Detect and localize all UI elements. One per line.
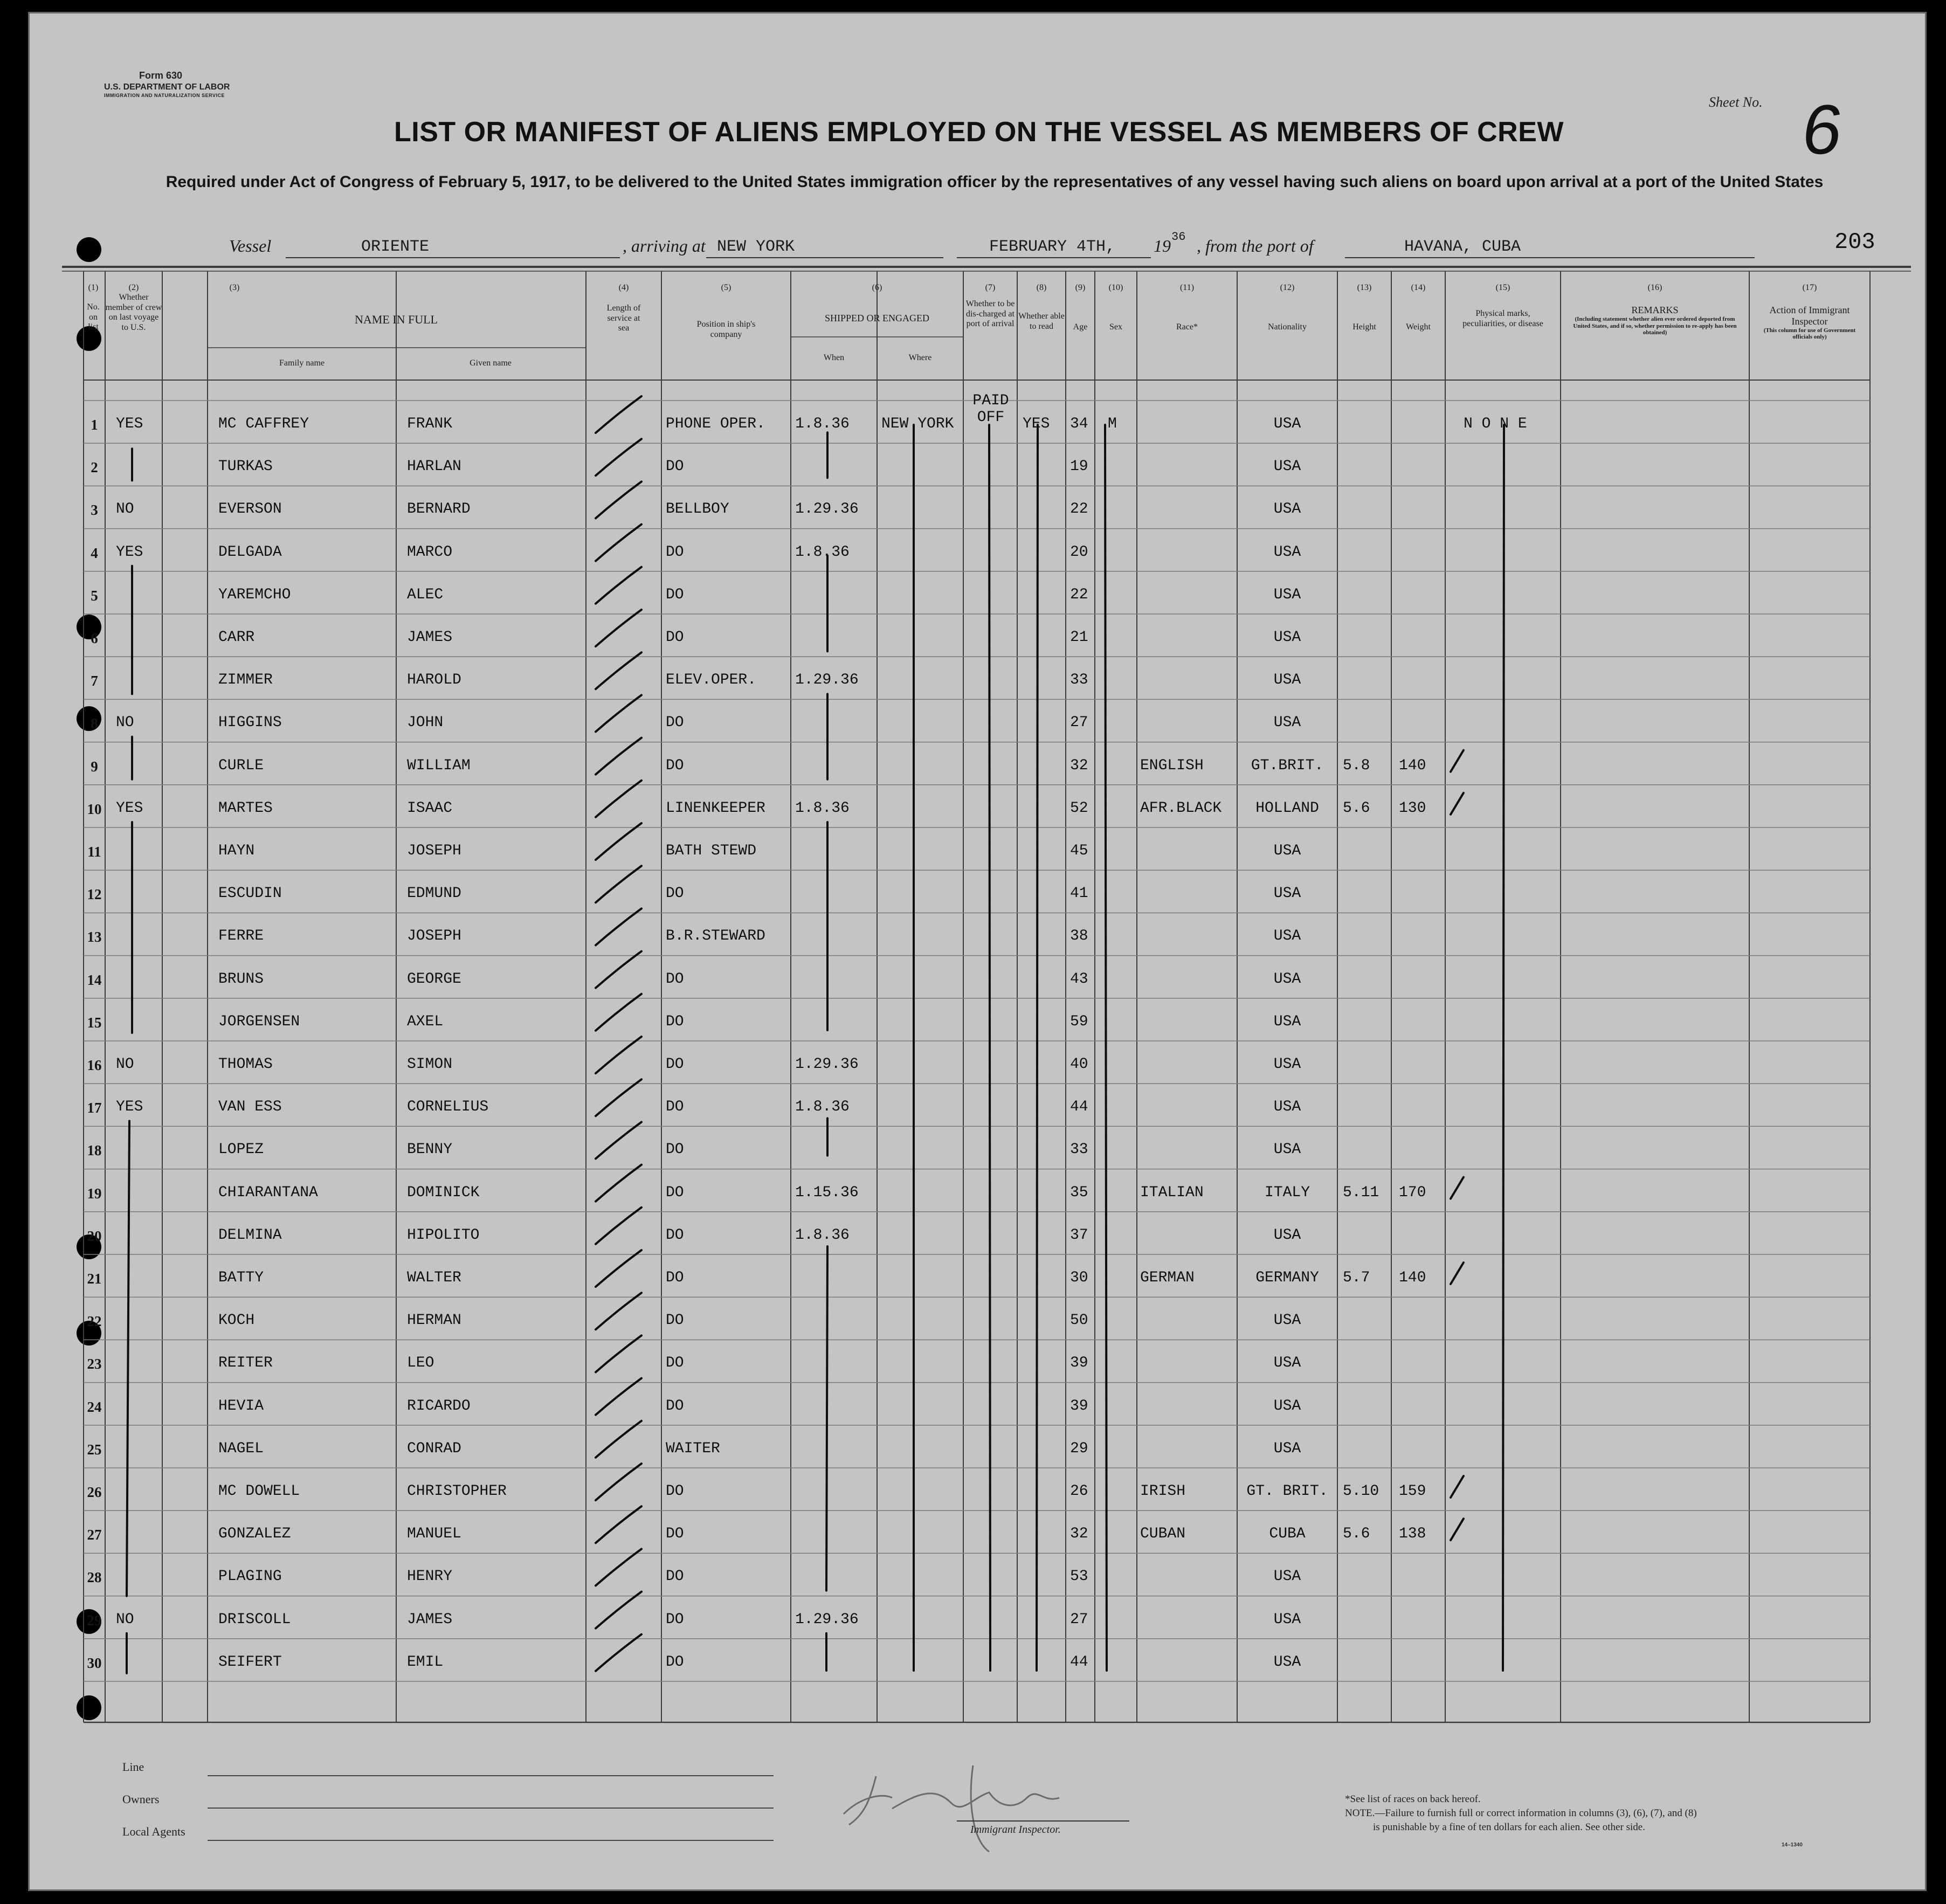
cell-family: BATTY: [218, 1270, 264, 1286]
cell-given: FRANK: [407, 416, 453, 432]
cell-when: 1.8.36: [795, 416, 850, 432]
cell-sex: M: [1108, 416, 1117, 432]
col10-header: (10) Sex: [1108, 283, 1123, 332]
cell-race: IRISH: [1140, 1483, 1186, 1500]
col13-header: (13) Height: [1352, 283, 1376, 332]
cell-when: 1.8.36: [795, 1099, 850, 1116]
cell-given: JAMES: [407, 1611, 453, 1628]
cell-position: DO: [666, 458, 684, 475]
cell-age: 27: [1070, 1611, 1088, 1628]
cell-family: CARR: [218, 629, 255, 646]
cell-age: 33: [1070, 1141, 1088, 1158]
cell-nat: HOLLAND: [1255, 799, 1319, 817]
row-number: 30: [87, 1654, 102, 1671]
form-service: IMMIGRATION AND NATURALIZATION SERVICE: [104, 92, 225, 98]
cell-age: 19: [1070, 458, 1088, 475]
cell-age: 32: [1070, 1526, 1088, 1543]
col9-header: (9) Age: [1073, 283, 1088, 332]
penalty-note-2: is punishable by a fine of ten dollars for each alien. See other side.: [1373, 1822, 1645, 1833]
cell-given: MARCO: [407, 543, 453, 561]
races-note: *See list of races on back hereof.: [1345, 1793, 1481, 1805]
col6-where: Where: [908, 353, 932, 362]
row-number: 26: [87, 1484, 102, 1500]
cell-nat: USA: [1273, 1355, 1301, 1372]
cell-given: HARLAN: [407, 458, 461, 475]
cell-age: 59: [1070, 1013, 1088, 1030]
cell-age: 44: [1070, 1099, 1088, 1116]
cell-marks: N O N E: [1464, 416, 1527, 432]
cell-family: PLAGING: [218, 1568, 282, 1585]
cell-voy: NO: [116, 1611, 134, 1628]
cell-family: CURLE: [218, 757, 264, 774]
col6-header: SHIPPED OR ENGAGED: [824, 313, 929, 323]
cell-age: 44: [1070, 1653, 1088, 1671]
cell-given: LEO: [407, 1355, 434, 1372]
cell-given: ALEC: [407, 586, 444, 603]
col3-num: (3): [229, 283, 240, 292]
cell-when: 1.8.36: [795, 543, 850, 561]
cell-family: TURKAS: [218, 458, 273, 475]
cell-when: 1.29.36: [795, 1611, 859, 1628]
cell-position: DO: [666, 1270, 684, 1286]
vessel-label: Vessel: [229, 236, 272, 256]
cell-height: 5.10: [1343, 1483, 1379, 1500]
col3-given: Given name: [470, 358, 512, 368]
cell-family: DELMINA: [218, 1226, 282, 1244]
cell-family: HEVIA: [218, 1397, 264, 1415]
cell-nat: USA: [1273, 1312, 1301, 1329]
cell-height: 5.7: [1343, 1270, 1370, 1286]
cell-nat: CUBA: [1269, 1526, 1306, 1543]
row-number: 14: [87, 971, 102, 988]
cell-nat: USA: [1273, 1056, 1301, 1073]
cell-race: GERMAN: [1140, 1270, 1195, 1286]
cell-nat: USA: [1273, 416, 1301, 432]
cell-position: DO: [666, 970, 684, 988]
cell-nat: GERMANY: [1255, 1270, 1319, 1286]
cell-weight: 159: [1399, 1483, 1426, 1500]
col17-header: (17) Action of Immigrant Inspector (This column for use of Government officials only): [1763, 283, 1856, 341]
cell-nat: USA: [1273, 1568, 1301, 1585]
cell-given: EMIL: [407, 1653, 444, 1671]
inspector-signature: [811, 1733, 1092, 1857]
col2-header: (2) Whether member of crew on last voyage to U.S.: [105, 283, 162, 332]
cell-race: ENGLISH: [1140, 757, 1204, 774]
year-prefix: 19: [1154, 236, 1171, 256]
cell-weight: 140: [1399, 1270, 1426, 1286]
cell-position: DO: [666, 1653, 684, 1671]
cell-height: 5.8: [1343, 757, 1370, 774]
cell-given: HIPOLITO: [407, 1226, 480, 1244]
cell-age: 40: [1070, 1056, 1088, 1073]
cell-age: 32: [1070, 757, 1088, 774]
cell-when: 1.29.36: [795, 1056, 859, 1073]
row-number: 5: [91, 587, 98, 604]
line-label: Line: [122, 1760, 144, 1774]
cell-given: HENRY: [407, 1568, 453, 1585]
arriving-port: NEW YORK: [706, 238, 943, 258]
cell-position: DO: [666, 714, 684, 732]
col3-family: Family name: [279, 358, 325, 368]
cell-family: MC DOWELL: [218, 1483, 300, 1500]
row-number: 6: [91, 630, 98, 646]
cell-nat: USA: [1273, 970, 1301, 988]
row-number: 2: [91, 459, 98, 476]
row-number: 12: [87, 886, 102, 903]
inspector-line: [957, 1820, 1129, 1822]
owners-field: [208, 1808, 774, 1809]
cell-given: AXEL: [407, 1013, 444, 1030]
row-number: 13: [87, 929, 102, 946]
cell-age: 39: [1070, 1397, 1088, 1415]
cell-position: DO: [666, 757, 684, 774]
cell-family: LOPEZ: [218, 1141, 264, 1158]
cell-nat: USA: [1273, 458, 1301, 475]
cell-race: AFR.BLACK: [1140, 799, 1222, 817]
cell-given: RICARDO: [407, 1397, 471, 1415]
col3-header: NAME IN FULL: [355, 313, 438, 326]
vessel-name: ORIENTE: [286, 238, 620, 258]
cell-weight: 130: [1399, 799, 1426, 817]
cell-position: ELEV.OPER.: [666, 672, 757, 689]
cell-voy: NO: [116, 501, 134, 518]
cell-position: LINENKEEPER: [666, 799, 765, 817]
penalty-note-1: NOTE.—Failure to furnish full or correct information in columns (3), (6), (7), and (8): [1345, 1808, 1697, 1819]
cell-age: 52: [1070, 799, 1088, 817]
cell-given: CONRAD: [407, 1440, 461, 1457]
row-number: 29: [87, 1612, 102, 1629]
cell-age: 22: [1070, 501, 1088, 518]
cell-nat: USA: [1273, 1611, 1301, 1628]
cell-age: 38: [1070, 928, 1088, 945]
sheet-no-label: Sheet No.: [1709, 94, 1763, 110]
page-subtitle: Required under Act of Congress of February 5, 1917, to be delivered to the United States immigration officer by the representatives of any vessel having such aliens on board upon arrival at a port of the United States: [165, 173, 1824, 191]
cell-height: 5.11: [1343, 1184, 1379, 1201]
from-label: , from the port of: [1197, 236, 1314, 256]
row-number: 16: [87, 1057, 102, 1073]
cell-age: 33: [1070, 672, 1088, 689]
cell-voy: NO: [116, 714, 134, 732]
row-number: 3: [91, 502, 98, 519]
cell-given: CORNELIUS: [407, 1099, 489, 1116]
cell-family: NAGEL: [218, 1440, 264, 1457]
cell-voy: YES: [116, 1099, 143, 1116]
col15-header: (15) Physical marks, peculiarities, or disease: [1462, 283, 1543, 328]
sheet-number: 6: [1797, 90, 1848, 169]
cell-age: 41: [1070, 885, 1088, 902]
cell-nat: USA: [1273, 629, 1301, 646]
cell-given: JOSEPH: [407, 843, 461, 859]
line-field: [208, 1775, 774, 1776]
cell-position: BELLBOY: [666, 501, 729, 518]
cell-nat: USA: [1273, 1099, 1301, 1116]
row-number: 1: [91, 417, 98, 433]
page-title: LIST OR MANIFEST OF ALIENS EMPLOYED ON THE VESSEL AS MEMBERS OF CREW: [394, 116, 1564, 148]
form-code: 14–1340: [1782, 1842, 1803, 1848]
cell-position: DO: [666, 1312, 684, 1329]
cell-given: HERMAN: [407, 1312, 461, 1329]
cell-nat: USA: [1273, 1653, 1301, 1671]
cell-age: 27: [1070, 714, 1088, 732]
cell-family: JORGENSEN: [218, 1013, 300, 1030]
cell-nat: USA: [1273, 1013, 1301, 1030]
cell-family: YAREMCHO: [218, 586, 291, 603]
cell-given: BERNARD: [407, 501, 471, 518]
cell-nat: USA: [1273, 843, 1301, 859]
cell-position: DO: [666, 1226, 684, 1244]
col8-header: (8) Whether able to read: [1018, 283, 1065, 331]
cell-nat: GT.BRIT.: [1251, 757, 1324, 774]
cell-weight: 170: [1399, 1184, 1426, 1201]
cell-family: HAYN: [218, 843, 255, 859]
cell-family: BRUNS: [218, 970, 264, 988]
arrival-date: FEBRUARY 4TH,: [957, 238, 1151, 258]
cell-nat: ITALY: [1264, 1184, 1310, 1201]
cell-age: 37: [1070, 1226, 1088, 1244]
cell-voy: YES: [116, 543, 143, 561]
cell-voy: YES: [116, 799, 143, 817]
agents-field: [208, 1840, 774, 1841]
cell-nat: USA: [1273, 1141, 1301, 1158]
cell-age: 53: [1070, 1568, 1088, 1585]
cell-family: REITER: [218, 1355, 273, 1372]
cell-when: 1.15.36: [795, 1184, 859, 1201]
cell-age: 45: [1070, 843, 1088, 859]
cell-family: FERRE: [218, 928, 264, 945]
cell-given: DOMINICK: [407, 1184, 480, 1201]
cell-nat: USA: [1273, 885, 1301, 902]
cell-age: 35: [1070, 1184, 1088, 1201]
cell-nat: USA: [1273, 586, 1301, 603]
cell-given: SIMON: [407, 1056, 453, 1073]
row-number: 18: [87, 1142, 102, 1159]
cell-when: 1.8.36: [795, 1226, 850, 1244]
cell-age: 26: [1070, 1483, 1088, 1500]
cell-family: EVERSON: [218, 501, 282, 518]
cell-family: CHIARANTANA: [218, 1184, 318, 1201]
cell-nat: USA: [1273, 714, 1301, 732]
cell-position: DO: [666, 1397, 684, 1415]
row-number: 27: [87, 1527, 102, 1543]
owners-label: Owners: [122, 1792, 160, 1806]
cell-family: HIGGINS: [218, 714, 282, 732]
row-number: 24: [87, 1398, 102, 1415]
cell-family: DELGADA: [218, 543, 282, 561]
col16-header: (16) REMARKS (Including statement whether alien ever ordered deported from United States, and if so, whether permission to re-apply has been obtained): [1573, 283, 1737, 336]
cell-race: ITALIAN: [1140, 1184, 1204, 1201]
cell-disch: PAID OFF: [972, 392, 1009, 426]
cell-family: SEIFERT: [218, 1653, 282, 1671]
cell-family: MC CAFFREY: [218, 416, 309, 432]
cell-position: B.R.STEWARD: [666, 928, 765, 945]
cell-position: DO: [666, 885, 684, 902]
cell-voy: YES: [116, 416, 143, 432]
cell-given: ISAAC: [407, 799, 453, 817]
cell-position: DO: [666, 1141, 684, 1158]
cell-position: DO: [666, 1013, 684, 1030]
cell-nat: GT. BRIT.: [1246, 1483, 1328, 1500]
cell-weight: 140: [1399, 757, 1426, 774]
row-number: 22: [87, 1313, 102, 1330]
cell-family: ZIMMER: [218, 672, 273, 689]
cell-position: BATH STEWD: [666, 843, 757, 859]
cell-position: DO: [666, 1611, 684, 1628]
cell-nat: USA: [1273, 543, 1301, 561]
cell-family: THOMAS: [218, 1056, 273, 1073]
cell-age: 21: [1070, 629, 1088, 646]
cell-age: 22: [1070, 586, 1088, 603]
col6-when: When: [823, 353, 845, 362]
cell-family: VAN ESS: [218, 1099, 282, 1116]
row-number: 19: [87, 1185, 102, 1202]
agents-label: Local Agents: [122, 1825, 185, 1838]
cell-when: 1.29.36: [795, 672, 859, 689]
col6-num: (6): [872, 283, 882, 292]
cell-family: MARTES: [218, 799, 273, 817]
cell-given: JOSEPH: [407, 928, 461, 945]
cell-age: 34: [1070, 416, 1088, 432]
cell-age: 30: [1070, 1270, 1088, 1286]
cell-given: JOHN: [407, 714, 444, 732]
cell-age: 43: [1070, 970, 1088, 988]
cell-given: JAMES: [407, 629, 453, 646]
row-number: 15: [87, 1014, 102, 1031]
cell-age: 39: [1070, 1355, 1088, 1372]
cell-position: DO: [666, 1355, 684, 1372]
row-number: 8: [91, 715, 98, 732]
year-suffix: 36: [1171, 230, 1186, 244]
cell-nat: USA: [1273, 1440, 1301, 1457]
cell-given: CHRISTOPHER: [407, 1483, 507, 1500]
col1-header: (1) No. on list: [87, 283, 100, 332]
cell-position: PHONE OPER.: [666, 416, 765, 432]
cell-family: ESCUDIN: [218, 885, 282, 902]
row-number: 28: [87, 1569, 102, 1586]
cell-age: 29: [1070, 1440, 1088, 1457]
manifest-sheet: [28, 12, 1927, 1891]
row-number: 21: [87, 1271, 102, 1287]
cell-position: DO: [666, 1056, 684, 1073]
cell-position: DO: [666, 1099, 684, 1116]
cell-nat: USA: [1273, 672, 1301, 689]
cell-position: DO: [666, 586, 684, 603]
cell-height: 5.6: [1343, 1526, 1370, 1543]
cell-position: WAITER: [666, 1440, 720, 1457]
cell-nat: USA: [1273, 501, 1301, 518]
cell-family: KOCH: [218, 1312, 255, 1329]
cell-race: CUBAN: [1140, 1526, 1186, 1543]
row-number: 17: [87, 1100, 102, 1116]
cell-nat: USA: [1273, 1226, 1301, 1244]
cell-position: DO: [666, 543, 684, 561]
cell-age: 20: [1070, 543, 1088, 561]
row-number: 25: [87, 1441, 102, 1458]
col5-header: (5) Position in ship's company: [696, 283, 756, 339]
form-number: Form 630: [139, 70, 183, 81]
cell-given: EDMUND: [407, 885, 461, 902]
row-number: 11: [87, 844, 101, 860]
cell-family: DRISCOLL: [218, 1611, 291, 1628]
cell-given: WALTER: [407, 1270, 461, 1286]
cell-where: NEW YORK: [881, 416, 954, 432]
cell-age: 50: [1070, 1312, 1088, 1329]
row-number: 4: [91, 544, 98, 561]
row-number: 7: [91, 673, 98, 689]
cell-given: WILLIAM: [407, 757, 471, 774]
cell-given: GEORGE: [407, 970, 461, 988]
from-port: HAVANA, CUBA: [1345, 238, 1755, 258]
inspector-label: Immigrant Inspector.: [970, 1824, 1061, 1836]
cell-position: DO: [666, 1526, 684, 1543]
cell-voy: NO: [116, 1056, 134, 1073]
cell-nat: USA: [1273, 928, 1301, 945]
row-number: 10: [87, 801, 102, 817]
cell-height: 5.6: [1343, 799, 1370, 817]
row-number: 9: [91, 758, 98, 775]
row-number: 20: [87, 1227, 102, 1244]
cell-weight: 138: [1399, 1526, 1426, 1543]
col14-header: (14) Weight: [1406, 283, 1431, 332]
col4-header: (4) Length of service at sea: [606, 283, 641, 333]
cell-given: MANUEL: [407, 1526, 461, 1543]
form-department: U.S. DEPARTMENT OF LABOR: [104, 82, 230, 92]
cell-given: HAROLD: [407, 672, 461, 689]
cell-position: DO: [666, 1483, 684, 1500]
cell-when: 1.8.36: [795, 799, 850, 817]
cell-given: BENNY: [407, 1141, 453, 1158]
cell-position: DO: [666, 629, 684, 646]
cell-family: GONZALEZ: [218, 1526, 291, 1543]
stamp-number: 203: [1834, 229, 1875, 255]
row-number: 23: [87, 1356, 102, 1372]
cell-when: 1.29.36: [795, 501, 859, 518]
col7-header: (7) Whether to be dis-charged at port of arrival: [965, 283, 1015, 329]
cell-position: DO: [666, 1568, 684, 1585]
col12-header: (12) Nationality: [1268, 283, 1307, 332]
cell-position: DO: [666, 1184, 684, 1201]
cell-read: YES: [1023, 416, 1050, 432]
cell-nat: USA: [1273, 1397, 1301, 1415]
arriving-label: , arriving at: [623, 236, 706, 256]
col11-header: (11) Race*: [1176, 283, 1198, 332]
